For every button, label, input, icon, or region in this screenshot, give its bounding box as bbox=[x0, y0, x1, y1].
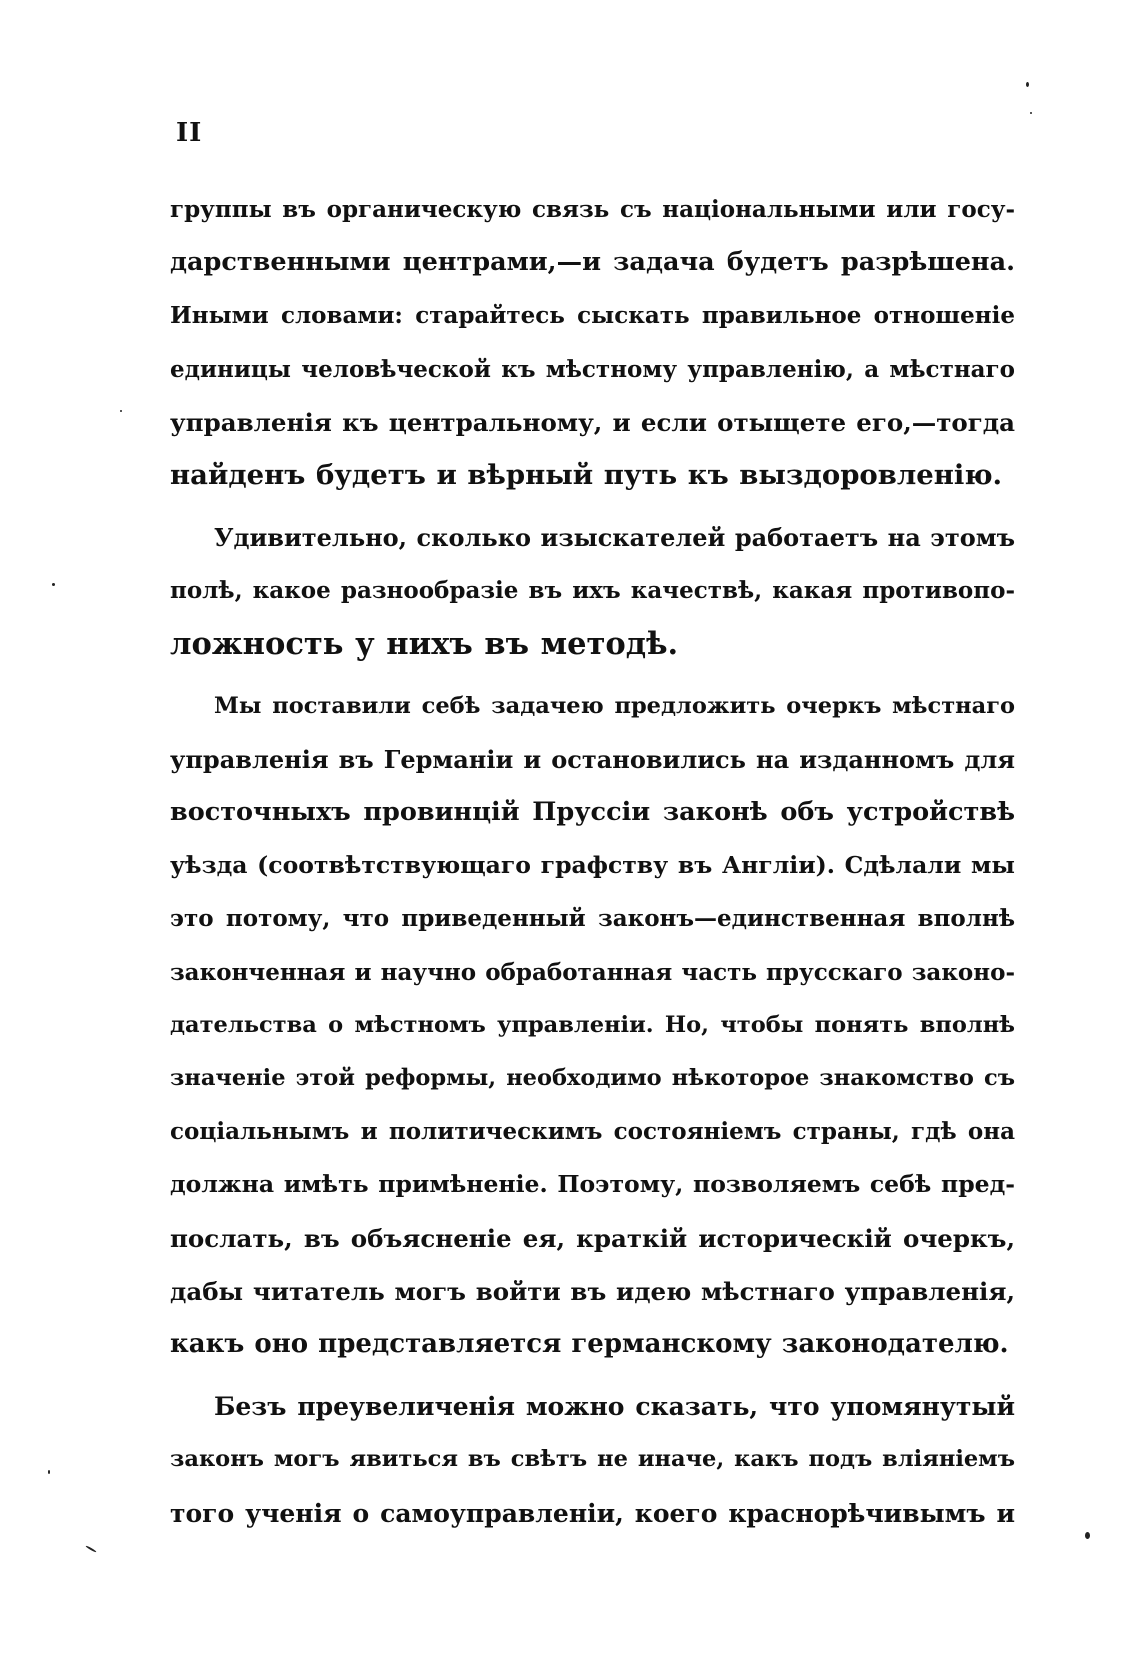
text-line: Иными словами: старайтесь сыскать правильное отношеніе bbox=[170, 302, 1015, 330]
text-line: группы въ органическую связь съ національными или госу- bbox=[170, 196, 1015, 223]
text-line: дабы читатель могъ войти въ идею мѣстнаго управленія, bbox=[170, 1276, 1015, 1306]
text-line: Мы поставили себѣ задачею предложить очеркъ мѣстнаго bbox=[214, 692, 1015, 719]
text-line: восточныхъ провинцій Пруссіи законѣ объ устройствѣ bbox=[170, 797, 1015, 828]
page-number: II bbox=[176, 118, 203, 148]
scan-speck bbox=[1085, 1532, 1090, 1539]
paragraph-4 bbox=[170, 1380, 1015, 1540]
paragraph-3 bbox=[170, 680, 1015, 1371]
text-line: это потому, что приведенный законъ—единственная вполнѣ bbox=[170, 905, 1015, 933]
scan-speck bbox=[1026, 82, 1029, 87]
paragraph-1 bbox=[170, 183, 1015, 502]
text-line: значеніе этой реформы, необходимо нѣкоторое знакомство съ bbox=[170, 1065, 1015, 1091]
text-line: соціальнымъ и политическимъ состояніемъ страны, гдѣ она bbox=[170, 1118, 1015, 1146]
text-line: управленія къ центральному, и если отыщете его,—тогда bbox=[170, 407, 1015, 437]
text-line: дарственными центрами,—и задача будетъ разрѣшена. bbox=[170, 247, 1015, 278]
scan-speck bbox=[1030, 112, 1032, 114]
scan-speck bbox=[48, 1470, 50, 1474]
scan-speck bbox=[85, 1545, 96, 1553]
text-line: законъ могъ явиться въ свѣтъ не иначе, какъ подъ вліяніемъ bbox=[170, 1446, 1015, 1473]
text-line: полѣ, какое разнообразіе въ ихъ качествѣ, какая противопо- bbox=[170, 577, 1015, 605]
text-line: найденъ будетъ и вѣрный путь къ выздоровленію. bbox=[170, 458, 1003, 491]
text-line: единицы человѣческой къ мѣстному управленію, а мѣстнаго bbox=[170, 355, 1015, 383]
text-line: ложность у нихъ въ методѣ. bbox=[170, 625, 679, 662]
text-line: дательства о мѣстномъ управленіи. Но, чтобы понять вполнѣ bbox=[170, 1011, 1015, 1038]
text-line: должна имѣть примѣненіе. Поэтому, позволяемъ себѣ пред- bbox=[170, 1170, 1015, 1199]
text-line: какъ оно представляется германскому законодателю. bbox=[170, 1328, 1009, 1359]
scan-speck bbox=[52, 583, 55, 586]
text-line: уѣзда (соотвѣтствующаго графству въ Англіи). Сдѣлали мы bbox=[170, 851, 1015, 880]
paragraph-2 bbox=[170, 511, 1015, 671]
scan-speck bbox=[120, 410, 122, 412]
text-line: Удивительно, сколько изыскателей работаетъ на этомъ bbox=[214, 523, 1015, 553]
text-line: послать, въ объясненіе ея, краткій историческій очеркъ, bbox=[170, 1223, 1015, 1253]
text-line: Безъ преувеличенія можно сказать, что упомянутый bbox=[214, 1392, 1015, 1422]
text-line: того ученія о самоуправленіи, коего краснорѣчивымъ и bbox=[170, 1498, 1015, 1528]
body-text bbox=[170, 183, 1015, 1540]
text-line: законченная и научно обработанная часть прусскаго законо- bbox=[170, 958, 1015, 986]
text-line: управленія въ Германіи и остановились на изданномъ для bbox=[170, 744, 1015, 774]
